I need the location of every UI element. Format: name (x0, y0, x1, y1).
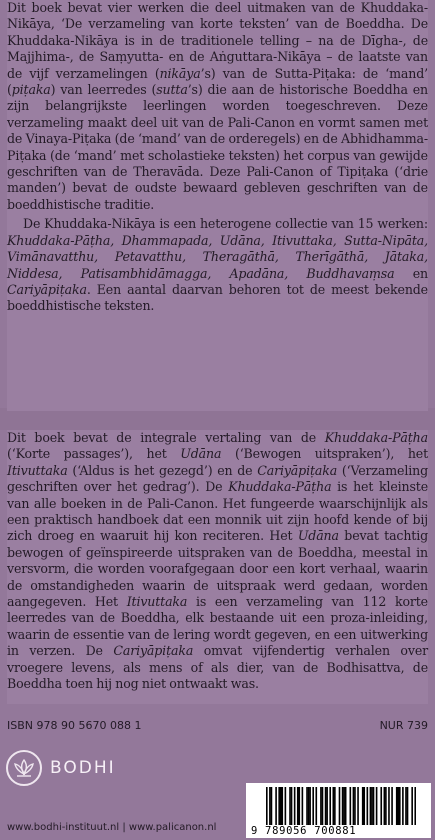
text-run: (‘Aldus is het gezegd’) en de (67, 462, 258, 478)
text-run: is een verzameling van 112 korte leerredes van de Boeddha, elk bestaande uit een proza-inleiding, waarin de essentie van de lering wordt gegeven, en een uitwerking in verzen. De (7, 594, 428, 659)
text-run: ’s) die aan de historische Boeddha en zijn belangrijkste leerlingen worden toegeschreven. Deze verzameling maakt deel uit van de Pali-Canon en vormt samen met de Vinaya-Piṭaka (de ‘mand’ van de orderegels) en de Abhidhamma-Piṭaka (de ‘mand’ met scholastieke teksten) het corpus van gewijde geschriften van de Theravāda. Deze Pali-Canon of Tipiṭaka (‘drie manden’) bevat de oudste bewaard gebleven geschriften van de boeddhistische traditie. (7, 82, 428, 212)
text-run: omvat vijfendertig verhalen over vroegere levens, als mens of als dier, van de Bodhisattva, de Boeddha toen hij nog niet ontwaakt was. (7, 643, 429, 692)
italic-text: nikāya (159, 65, 201, 81)
barcode-bar (397, 787, 399, 825)
barcode-bar (380, 787, 382, 825)
barcode-bar (357, 787, 359, 825)
barcode-bar (407, 787, 409, 825)
barcode-bar (326, 787, 328, 825)
barcode-bar (385, 787, 387, 825)
description-bottom (7, 430, 428, 704)
barcode (246, 783, 431, 838)
barcode-bar (396, 787, 398, 825)
barcode-bar (334, 787, 336, 825)
barcode-bar (298, 787, 300, 825)
barcode-bar (271, 787, 273, 825)
barcode-bar (285, 787, 287, 825)
italic-text: piṭaka (11, 82, 51, 98)
text-run: (‘Bewogen uitspraken’), het (221, 446, 428, 462)
text-run: en (394, 265, 428, 281)
text-run: (‘Korte passages’), het (7, 446, 181, 462)
barcode-bar (362, 787, 364, 825)
barcode-bar (308, 787, 310, 825)
paragraph (7, 216, 428, 314)
barcode-bar (414, 787, 416, 825)
text-run: . Een aantal daarvan behoren tot de meest bekende boeddhistische teksten. (7, 281, 428, 314)
barcode-bar (322, 787, 324, 825)
text-run: De Khuddaka-Nikāya is een heterogene collectie van 15 werken: (23, 216, 428, 232)
nur-code: NUR 739 (379, 719, 428, 732)
isbn-row (7, 719, 428, 732)
barcode-bar (343, 787, 345, 825)
italic-text: Cariyāpiṭaka (257, 462, 338, 478)
text-run: ) van leerredes ( (50, 82, 157, 98)
barcode-bar (309, 787, 311, 825)
italic-text: sutta (156, 82, 188, 98)
barcode-bar (294, 787, 296, 825)
barcode-bar (373, 787, 375, 825)
text-run: Dit boek bevat vier werken die deel uitmaken van de Khuddaka-Nikāya, ‘De verzameling van korte teksten’ van de Boeddha. De Khuddaka-Nikāya is in de traditionele telling – na de Dīgha-, de Majjhima-, de Saṃyutta- en de Aṅguttara-Nikāya – de laatste van de vijf verzamelingen ( (7, 0, 428, 81)
barcode-bars (266, 787, 416, 825)
barcode-bar (266, 787, 268, 825)
publisher-logo (6, 750, 116, 786)
barcode-bar (399, 787, 401, 825)
barcode-bar (278, 787, 280, 825)
barcode-bar (342, 787, 344, 825)
barcode-bar (315, 787, 317, 825)
barcode-bar (329, 787, 331, 825)
italic-text: Itivuttaka (126, 594, 188, 610)
barcode-bar (320, 787, 322, 825)
barcode-bar (370, 787, 372, 825)
barcode-bar (280, 787, 282, 825)
isbn-text: ISBN 978 90 5670 088 1 (7, 719, 142, 732)
barcode-bar (411, 787, 413, 825)
barcode-bar (376, 787, 378, 825)
text-run: (‘Verzameling geschriften over het gedrag’). De (7, 462, 428, 495)
barcode-bar (339, 787, 341, 825)
barcode-bar (289, 787, 291, 825)
barcode-bar (391, 787, 393, 825)
barcode-bar (353, 787, 355, 825)
barcode-bar (363, 787, 365, 825)
paragraph (7, 430, 428, 693)
barcode-bar (275, 787, 277, 825)
description-top (7, 0, 428, 411)
publisher-name: BODHI (50, 758, 116, 778)
lotus-icon (6, 750, 42, 786)
barcode-bar (350, 787, 352, 825)
barcode-bar (302, 787, 304, 825)
text-run: bevat tachtig bewogen of geïnspireerde uitspraken van de Boeddha, meestal in versvorm, die worden voorafgegaan door een kort verhaal, waarin de omstandigheden waarin de uitspraak werd gedaan, worden aangegeven. Het (7, 528, 428, 610)
barcode-bar (332, 787, 334, 825)
barcode-bar (325, 787, 327, 825)
barcode-bar (291, 787, 293, 825)
barcode-bar (371, 787, 373, 825)
barcode-bar (354, 787, 356, 825)
italic-text: Udāna (297, 528, 339, 544)
barcode-bar (297, 787, 299, 825)
background-strip (0, 408, 435, 430)
barcode-bar (384, 787, 386, 825)
paragraph (7, 0, 428, 213)
italic-text: Khuddaka-Pāṭha (324, 430, 428, 445)
barcode-bar (312, 787, 314, 825)
italic-text: Cariyāpiṭaka (7, 281, 87, 297)
barcode-bar (281, 787, 283, 825)
italic-text: Khuddaka-Pāṭha, Dhammapada, Udāna, Itivuttaka, Sutta-Nipāta, Vimānavatthu, Petavatthu, Theragāthā, Therīgāthā, Jātaka, Niddesa, Patisambhidāmagga, Apadāna, Buddhavaṃsa (7, 232, 428, 281)
barcode-number: 9 789056 700881 (251, 825, 357, 837)
barcode-bar (388, 787, 390, 825)
text-run: Dit boek bevat de integrale vertaling van de (7, 430, 325, 445)
text-run: is het kleinste van alle boeken in de Pali-Canon. Het fungeerde waarschijnlijk als een praktisch handboek dat een monnik uit zijn hoofd kende of bij zich droeg en waaruit hij kon reciteren. Het (7, 479, 429, 544)
barcode-bar (306, 787, 308, 825)
barcode-bar (367, 787, 369, 825)
italic-text: Itivuttaka (7, 462, 68, 478)
website-links: www.bodhi-instituut.nl | www.palicanon.nl (7, 822, 217, 833)
barcode-bar (402, 787, 404, 825)
text-run: ’s) van de Sutta-Piṭaka: de ‘mand’ ( (7, 65, 428, 98)
italic-text: Khuddaka-Pāṭha (228, 479, 332, 495)
italic-text: Cariyāpiṭaka (113, 643, 194, 659)
barcode-bar (345, 787, 347, 825)
italic-text: Udāna (180, 446, 222, 462)
barcode-bar (405, 787, 407, 825)
barcode-bar (269, 787, 271, 825)
